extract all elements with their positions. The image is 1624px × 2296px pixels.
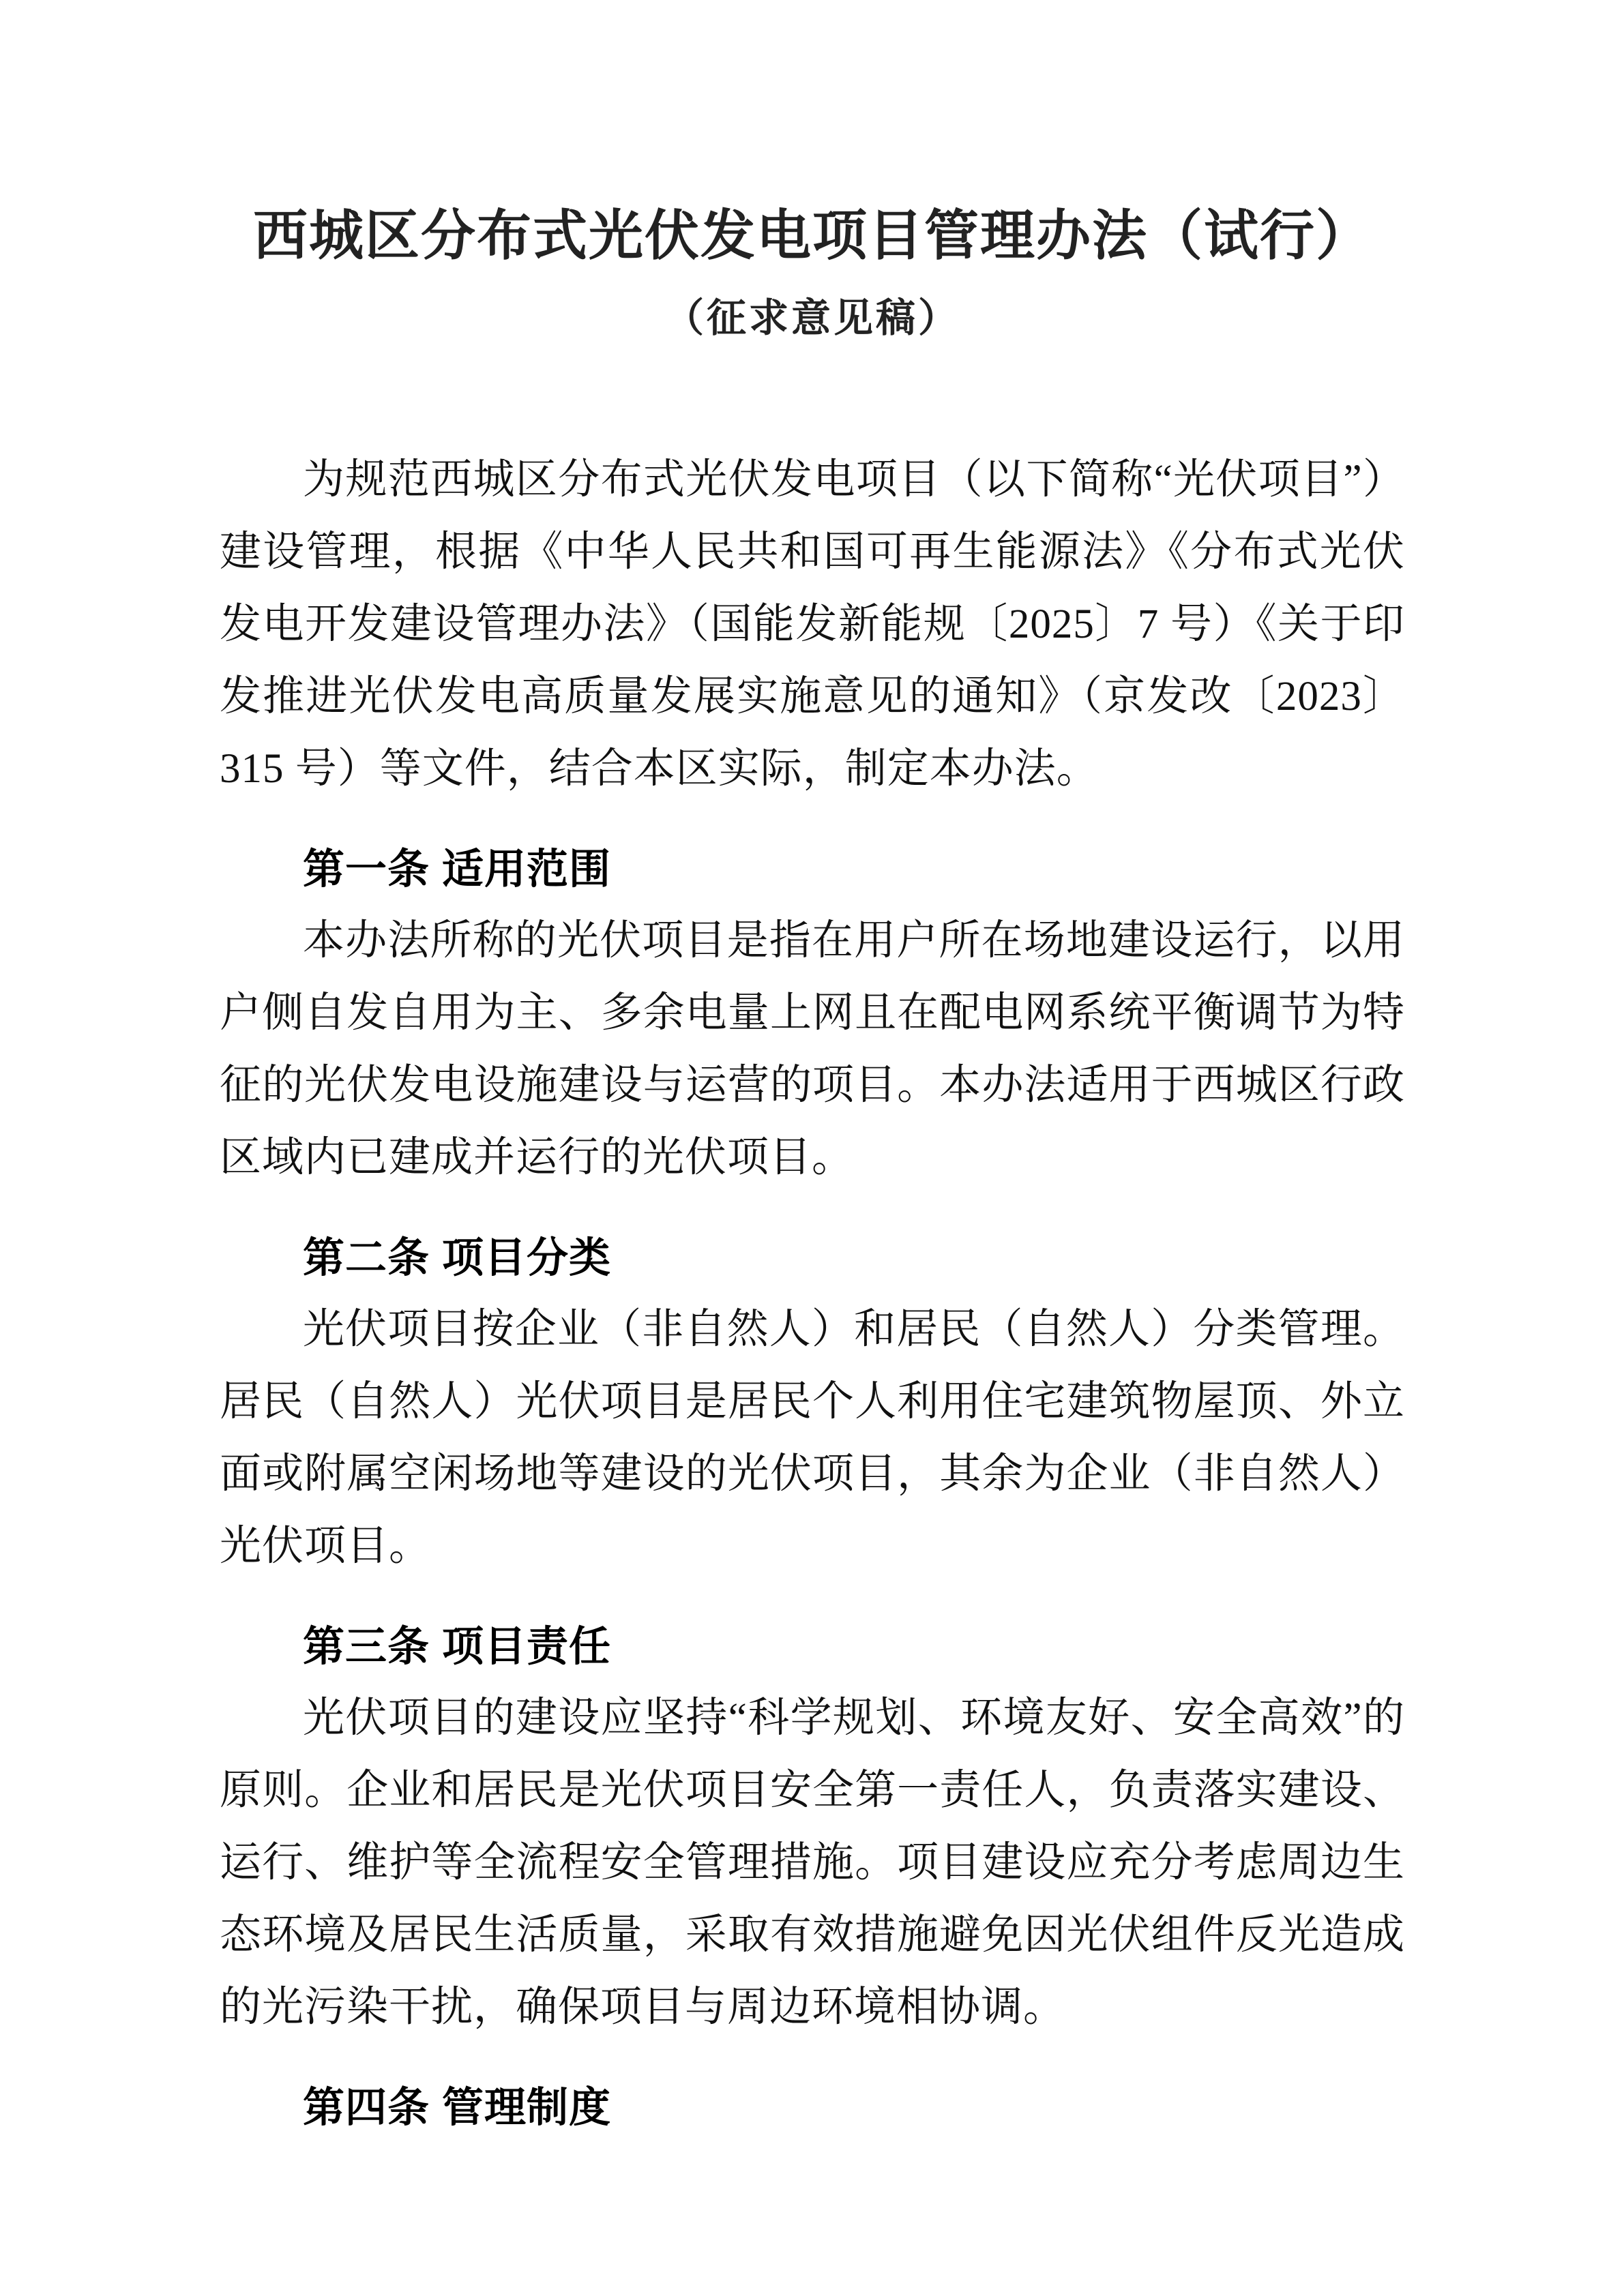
article-heading: 第二条 项目分类	[303, 1234, 611, 1281]
article-heading: 第一条 适用范围	[303, 846, 611, 893]
article-heading: 第四条 管理制度	[303, 2084, 611, 2131]
article-heading: 第三条 项目责任	[303, 1623, 611, 1670]
document-title: 西城区分布式光伏发电项目管理办法（试行）	[253, 207, 1372, 267]
paragraph: 为规范西城区分布式光伏发电项目（以下简称“光伏项目”）建设管理，根据《中华人民共和国可再生能源法》《分布式光伏发电开发建设管理办法》（国能发新能规〔2025〕7 号）《关于印发推进光伏发电高质量发展实施意见的通知》（京发改〔2023〕315 号）等文件，结合本区实际，制定本办法。	[220, 457, 1405, 792]
paragraph: 光伏项目的建设应坚持“科学规划、环境友好、安全高效”的原则。企业和居民是光伏项目安全第一责任人，负责落实建设、运行、维护等全流程安全管理措施。项目建设应充分考虑周边生态环境及居民生活质量，采取有效措施避免因光伏组件反光造成的光污染干扰，确保项目与周边环境相协调。	[220, 1695, 1405, 2031]
document-body	[220, 444, 1405, 2143]
paragraph: 本办法所称的光伏项目是指在用户所在场地建设运行，以用户侧自发自用为主、多余电量上网且在配电网系统平衡调节为特征的光伏发电设施建设与运营的项目。本办法适用于西城区行政区域内已建成并运行的光伏项目。	[220, 918, 1405, 1181]
document-subtitle: （征求意见稿）	[664, 296, 960, 341]
paragraph: 光伏项目按企业（非自然人）和居民（自然人）分类管理。居民（自然人）光伏项目是居民个人利用住宅建筑物屋顶、外立面或附属空闲场地等建设的光伏项目，其余为企业（非自然人）光伏项目。	[220, 1307, 1405, 1570]
